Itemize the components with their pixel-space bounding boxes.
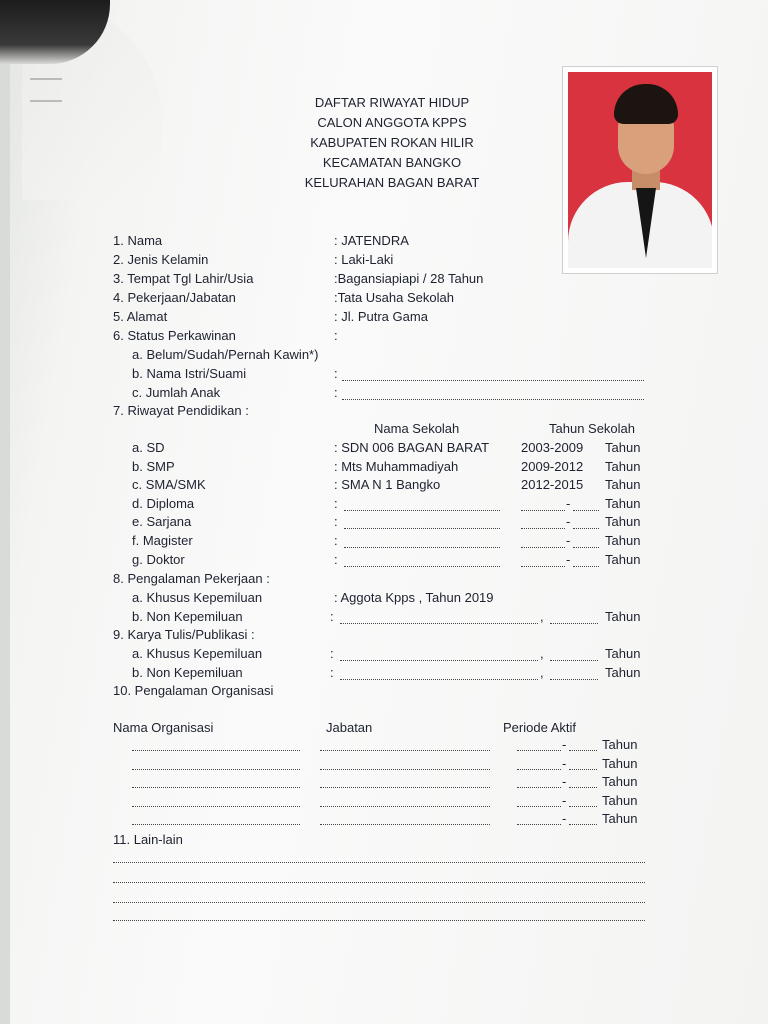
organization-end-dotted-line	[569, 787, 597, 788]
organization-period-dash: -	[562, 811, 567, 827]
organization-unit: Tahun	[602, 755, 638, 771]
field-colon-children: :	[334, 385, 338, 400]
organization-heading: 10. Pengalaman Organisasi	[113, 683, 274, 698]
writing-comma-a: ,	[540, 646, 544, 661]
education-col-year: Tahun Sekolah	[549, 421, 636, 436]
children-dotted-line	[342, 399, 644, 400]
writing-unit-b: Tahun	[605, 665, 641, 680]
organization-unit: Tahun	[602, 792, 638, 808]
field-label-spouse: b. Nama Istri/Suami	[132, 366, 247, 381]
education-end-dotted-line	[573, 528, 599, 529]
field-label-address: 5. Alamat	[113, 309, 168, 324]
education-school-dotted-line	[344, 528, 500, 529]
education-level: e. Sarjana	[132, 514, 192, 530]
writing-year-dotted-a	[550, 660, 598, 661]
other-dotted-line	[113, 920, 645, 921]
field-label-birth: 3. Tempat Tgl Lahir/Usia	[113, 271, 254, 286]
writing-dotted-line-b	[340, 679, 538, 680]
work-colon-non-electoral: :	[330, 609, 334, 624]
education-years-dash: -	[566, 533, 571, 548]
field-label-name: 1. Nama	[113, 233, 163, 248]
education-unit: Tahun	[605, 551, 641, 567]
organization-name-dotted-line	[132, 806, 300, 807]
field-label-marital: 6. Status Perkawinan	[113, 328, 236, 343]
education-years-dash: -	[566, 551, 571, 567]
education-heading: 7. Riwayat Pendidikan :	[113, 403, 249, 418]
education-col-school: Nama Sekolah	[374, 421, 460, 436]
field-label-children: c. Jumlah Anak	[132, 385, 221, 400]
education-school-dotted-line	[344, 566, 500, 567]
organization-position-dotted-line	[320, 769, 490, 770]
organization-name-dotted-line	[132, 824, 300, 825]
education-school: :	[334, 533, 338, 548]
field-label-marital-a: a. Belum/Sudah/Pernah Kawin*)	[132, 347, 319, 362]
doc-subtitle-2: KABUPATEN ROKAN HILIR	[310, 135, 474, 150]
education-school: : Mts Muhammadiyah	[334, 458, 459, 474]
organization-col-position: Jabatan	[326, 720, 373, 735]
education-level: c. SMA/SMK	[132, 477, 206, 493]
education-level: d. Diploma	[132, 495, 195, 511]
field-value-address: : Jl. Putra Gama	[334, 309, 428, 324]
education-school-dotted-line	[344, 547, 500, 548]
organization-end-dotted-line	[569, 806, 597, 807]
education-unit: Tahun	[605, 477, 641, 493]
applicant-photo	[562, 66, 718, 274]
education-start-dotted-line	[521, 528, 565, 529]
doc-subtitle-4: KELURAHAN BAGAN BARAT	[304, 175, 480, 190]
other-dotted-line	[113, 882, 645, 883]
education-years-dash: -	[566, 495, 571, 511]
other-dotted-line	[113, 902, 645, 903]
education-school: :	[334, 551, 338, 567]
organization-unit: Tahun	[602, 737, 638, 752]
field-label-occupation: 4. Pekerjaan/Jabatan	[113, 290, 236, 305]
field-value-birth: :Bagansiapiapi / 28 Tahun	[334, 271, 484, 286]
education-years: 2003-2009	[521, 440, 584, 455]
education-end-dotted-line	[573, 547, 599, 548]
education-end-dotted-line	[573, 510, 599, 511]
work-comma: ,	[540, 609, 544, 624]
organization-col-period: Periode Aktif	[503, 720, 576, 735]
education-years: 2012-2015	[521, 477, 584, 493]
work-dotted-line	[340, 623, 538, 624]
organization-unit: Tahun	[602, 774, 638, 790]
education-unit: Tahun	[605, 458, 641, 474]
education-unit: Tahun	[605, 514, 641, 530]
writing-dotted-line-a	[340, 660, 538, 661]
education-level: g. Doktor	[132, 551, 185, 567]
organization-position-dotted-line	[320, 787, 490, 788]
field-colon-marital: :	[334, 328, 338, 343]
field-value-gender: : Laki-Laki	[334, 252, 394, 267]
education-school: :	[334, 514, 338, 530]
field-value-occupation: :Tata Usaha Sekolah	[334, 290, 454, 305]
organization-start-dotted-line	[517, 750, 561, 751]
field-label-gender: 2. Jenis Kelamin	[113, 252, 209, 267]
organization-start-dotted-line	[517, 787, 561, 788]
organization-position-dotted-line	[320, 806, 490, 807]
work-value-electoral: : Aggota Kpps , Tahun 2019	[334, 590, 494, 605]
work-heading: 8. Pengalaman Pekerjaan :	[113, 571, 270, 586]
organization-position-dotted-line	[320, 824, 490, 825]
organization-name-dotted-line	[132, 750, 300, 751]
organization-name-dotted-line	[132, 769, 300, 770]
organization-start-dotted-line	[517, 824, 561, 825]
doc-subtitle-1: CALON ANGGOTA KPPS	[317, 115, 467, 130]
education-end-dotted-line	[573, 566, 599, 567]
writing-label-non-electoral: b. Non Kepemiluan	[132, 665, 243, 680]
organization-period-dash: -	[562, 792, 567, 808]
organization-end-dotted-line	[569, 824, 597, 825]
spouse-dotted-line	[342, 380, 644, 381]
education-start-dotted-line	[521, 566, 565, 567]
education-years: 2009-2012	[521, 458, 584, 474]
education-unit: Tahun	[605, 533, 641, 548]
education-school: : SDN 006 BAGAN BARAT	[334, 440, 490, 455]
education-school: :	[334, 495, 338, 511]
organization-end-dotted-line	[569, 769, 597, 770]
organization-period-dash: -	[562, 774, 567, 790]
organization-start-dotted-line	[517, 806, 561, 807]
field-colon-spouse: :	[334, 366, 338, 381]
education-unit: Tahun	[605, 495, 641, 511]
organization-col-name: Nama Organisasi	[113, 720, 214, 735]
writing-heading: 9. Karya Tulis/Publikasi :	[113, 627, 255, 642]
organization-position-dotted-line	[320, 750, 490, 751]
writing-year-dotted-b	[550, 679, 598, 680]
education-school: : SMA N 1 Bangko	[334, 477, 441, 493]
work-year-dotted-line	[550, 623, 598, 624]
other-dotted-line	[113, 862, 645, 863]
writing-unit-a: Tahun	[605, 646, 641, 661]
field-value-name: : JATENDRA	[334, 233, 409, 248]
work-unit: Tahun	[605, 609, 641, 624]
education-level: f. Magister	[132, 533, 193, 548]
organization-period-dash: -	[562, 755, 567, 771]
organization-end-dotted-line	[569, 750, 597, 751]
organization-unit: Tahun	[602, 811, 638, 827]
education-start-dotted-line	[521, 547, 565, 548]
other-heading: 11. Lain-lain	[113, 832, 183, 847]
writing-colon-electoral: :	[330, 646, 334, 661]
work-label-electoral: a. Khusus Kepemiluan	[132, 590, 263, 605]
doc-subtitle-3: KECAMATAN BANGKO	[322, 155, 462, 170]
education-level: b. SMP	[132, 458, 175, 474]
education-level: a. SD	[132, 440, 165, 455]
organization-start-dotted-line	[517, 769, 561, 770]
organization-name-dotted-line	[132, 787, 300, 788]
writing-label-electoral: a. Khusus Kepemiluan	[132, 646, 263, 661]
education-school-dotted-line	[344, 510, 500, 511]
staple-marks	[30, 78, 62, 102]
education-start-dotted-line	[521, 510, 565, 511]
work-label-non-electoral: b. Non Kepemiluan	[132, 609, 243, 624]
education-years-dash: -	[566, 514, 571, 530]
organization-period-dash: -	[562, 737, 567, 752]
education-unit: Tahun	[605, 440, 641, 455]
writing-colon-non-electoral: :	[330, 665, 334, 680]
writing-comma-b: ,	[540, 665, 544, 680]
doc-title: DAFTAR RIWAYAT HIDUP	[314, 95, 470, 110]
